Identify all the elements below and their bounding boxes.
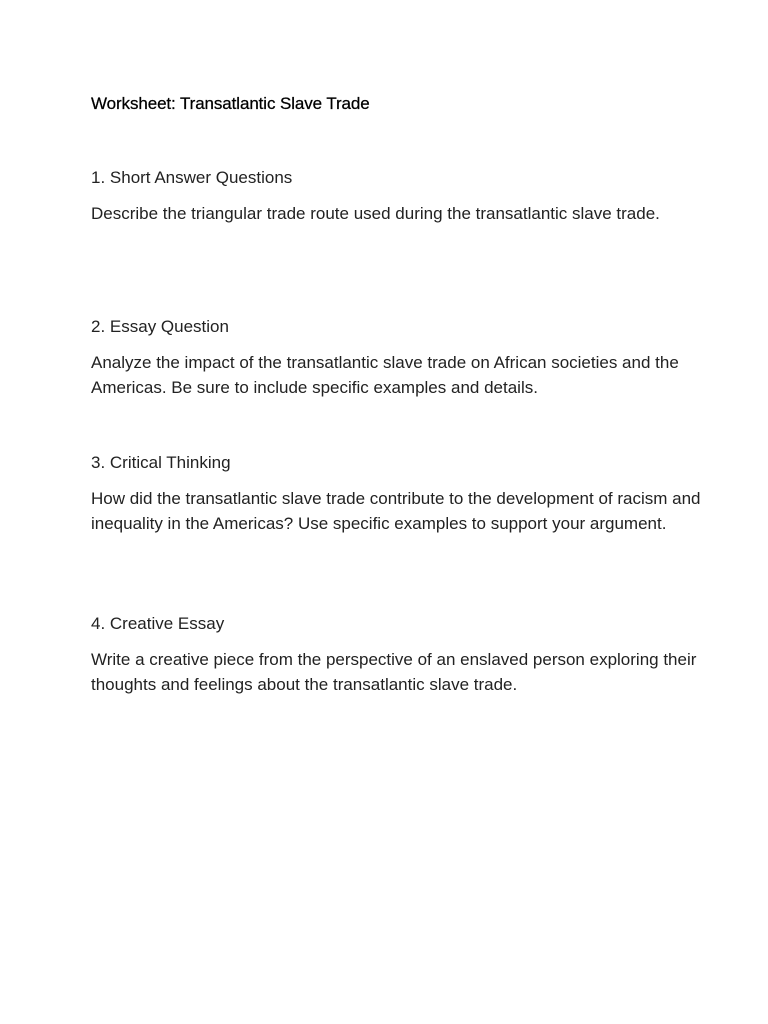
section-creative-essay: [91, 612, 711, 697]
worksheet-title: Worksheet: Transatlantic Slave Trade: [91, 94, 370, 113]
section-short-answer: [91, 166, 711, 227]
section-essay-question: [91, 315, 711, 400]
section-heading: 4. Creative Essay: [91, 614, 225, 633]
section-heading: 1. Short Answer Questions: [91, 168, 293, 187]
section-critical-thinking: [91, 451, 711, 536]
question-text: Write a creative piece from the perspective of an enslaved person exploring their thoughts and feelings about the transatlantic slave trade.: [91, 650, 697, 694]
question-text: How did the transatlantic slave trade contribute to the development of racism and inequality in the Americas? Use specific examples to support your argument.: [91, 489, 701, 533]
question-text: Describe the triangular trade route used during the transatlantic slave trade.: [91, 204, 660, 223]
section-heading: 3. Critical Thinking: [91, 453, 231, 472]
question-text: Analyze the impact of the transatlantic slave trade on African societies and the Americas. Be sure to include specific examples and details.: [91, 353, 679, 397]
section-heading: 2. Essay Question: [91, 317, 229, 336]
